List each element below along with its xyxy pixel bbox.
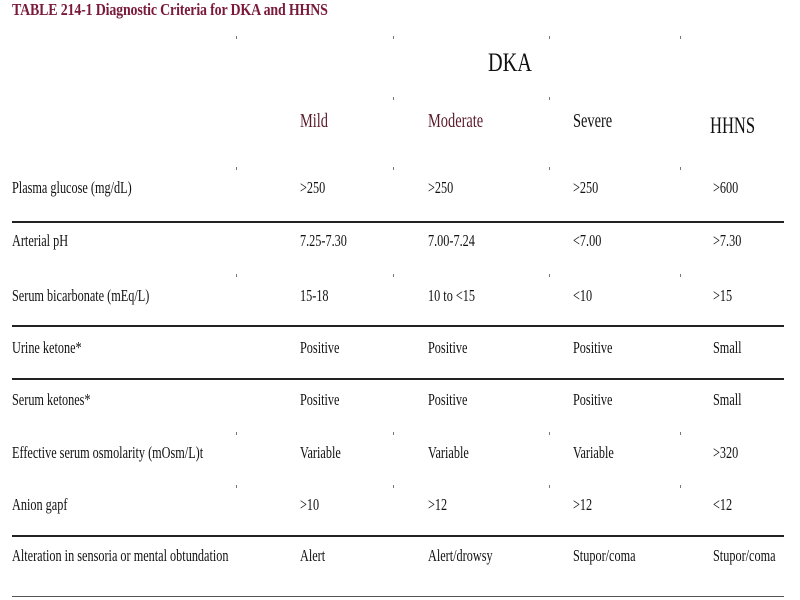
cell-mild: Alert <box>300 546 326 565</box>
cell-mild: Variable <box>300 443 341 462</box>
scan-mark <box>393 97 394 100</box>
scan-mark <box>680 485 681 488</box>
cell-moderate: 10 to <15 <box>428 286 476 305</box>
scan-mark <box>549 167 550 170</box>
scan-mark <box>549 36 550 39</box>
scan-mark <box>393 36 394 39</box>
scan-mark <box>549 274 550 277</box>
scan-mark <box>680 167 681 170</box>
cell-severe: Positive <box>573 338 613 357</box>
scan-mark <box>236 432 237 435</box>
cell-mild: Positive <box>300 338 340 357</box>
scan-mark <box>393 432 394 435</box>
cell-hhns: >600 <box>713 178 739 197</box>
cell-severe: Positive <box>573 390 613 409</box>
cell-moderate: >12 <box>428 495 448 514</box>
scan-mark <box>393 274 394 277</box>
cell-severe: <7.00 <box>573 231 602 250</box>
table-title: TABLE 214-1 Diagnostic Criteria for DKA and HHNS <box>12 0 328 19</box>
scan-mark <box>393 167 394 170</box>
cell-mild: >10 <box>300 495 320 514</box>
cell-severe: <10 <box>573 286 593 305</box>
cell-moderate: Alert/drowsy <box>428 546 493 565</box>
row-label: Arterial pH <box>12 231 69 250</box>
cell-hhns: Small <box>713 390 742 409</box>
scan-mark <box>236 167 237 170</box>
column-header-moderate: Moderate <box>428 110 484 132</box>
dka-group-header: DKA <box>488 48 532 77</box>
row-label: Serum ketones* <box>12 390 91 409</box>
scan-mark <box>393 485 394 488</box>
cell-severe: Stupor/coma <box>573 546 636 565</box>
cell-hhns: >15 <box>713 286 733 305</box>
row-divider <box>12 535 784 537</box>
row-label: Urine ketone* <box>12 338 82 357</box>
scan-mark <box>549 485 550 488</box>
scan-mark <box>236 36 237 39</box>
cell-severe: >12 <box>573 495 593 514</box>
cell-moderate: Positive <box>428 390 468 409</box>
row-divider <box>12 221 784 223</box>
cell-mild: >250 <box>300 178 326 197</box>
cell-moderate: Positive <box>428 338 468 357</box>
scan-mark <box>236 485 237 488</box>
row-divider <box>12 378 784 380</box>
cell-moderate: 7.00-7.24 <box>428 231 475 250</box>
row-label: Effective serum osmolarity (mOsm/L)t <box>12 443 204 462</box>
scan-mark <box>236 274 237 277</box>
cell-moderate: Variable <box>428 443 469 462</box>
cell-mild: 15-18 <box>300 286 329 305</box>
cell-mild: Positive <box>300 390 340 409</box>
cell-severe: >250 <box>573 178 599 197</box>
column-header-hhns: HHNS <box>710 113 756 138</box>
cell-severe: Variable <box>573 443 614 462</box>
row-label: Alteration in sensoria or mental obtundation <box>12 546 229 565</box>
row-label: Serum bicarbonate (mEq/L) <box>12 286 150 305</box>
cell-moderate: >250 <box>428 178 454 197</box>
row-divider <box>12 325 784 327</box>
column-header-severe: Severe <box>573 110 613 132</box>
cell-mild: 7.25-7.30 <box>300 231 347 250</box>
cell-hhns: Small <box>713 338 742 357</box>
table-bottom-rule <box>12 596 784 597</box>
scan-mark <box>680 36 681 39</box>
scan-mark <box>680 274 681 277</box>
scan-mark <box>680 432 681 435</box>
column-header-mild: Mild <box>300 110 329 132</box>
cell-hhns: >320 <box>713 443 739 462</box>
row-label: Plasma glucose (mg/dL) <box>12 178 132 197</box>
scan-mark <box>549 432 550 435</box>
cell-hhns: <12 <box>713 495 733 514</box>
cell-hhns: >7.30 <box>713 231 742 250</box>
cell-hhns: Stupor/coma <box>713 546 776 565</box>
scan-mark <box>549 97 550 100</box>
row-label: Anion gapf <box>12 495 68 514</box>
